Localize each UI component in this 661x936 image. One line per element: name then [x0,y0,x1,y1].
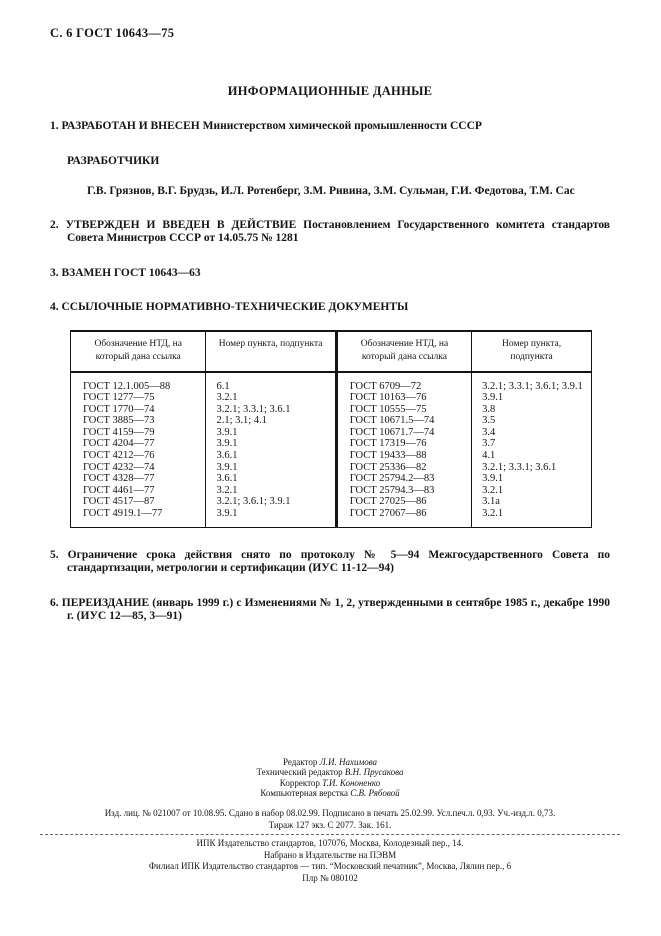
credit-line-technical-editor [50,767,610,778]
credit-role: Компьютерная верстка [260,788,348,799]
table-row [71,404,592,416]
table-row [71,508,592,527]
imprint-print-run-line: Тираж 127 экз. С 2077. Зак. 161. [268,819,392,830]
clause-cell: 3.2.1 [482,484,504,496]
clause-cell: 3.9.1 [206,427,336,439]
developers-names: Г.В. Грязнов, В.Г. Брудзь, И.Л. Ротенберг, З.М. Ривина, З.М. Сульман, Г.И. Федотова, Т.М. Сас [87,184,575,197]
clause-cell: 3.1а [482,496,500,508]
reference-table-header [71,331,592,372]
credit-role: Технический редактор [256,767,343,778]
gost-ref-cell: ГОСТ 25336—82 [336,462,471,474]
item-6 [50,597,610,624]
gost-ref-cell: ГОСТ 17319—76 [336,438,471,450]
clause-cell: 3.2.1; 3.3.1; 3.6.1 [206,404,336,416]
clause-cell: 2.1; 3.1; 4.1 [206,415,336,427]
item-2 [50,219,610,246]
table-row [71,392,592,404]
column-header-ntd-right: Обозначение НТД, на который дана ссылка [336,331,471,372]
clause-cell: 3.2.1 [482,508,504,520]
gost-ref-cell: ГОСТ 4461—77 [71,485,206,497]
gost-ref-cell: ГОСТ 1770—74 [71,404,206,416]
credits-block [50,757,610,799]
page-title: ИНФОРМАЦИОННЫЕ ДАННЫЕ [227,84,433,98]
gost-ref-cell: ГОСТ 10163—76 [336,392,471,404]
table-row [71,462,592,474]
gost-ref-cell: ГОСТ 1277—75 [71,392,206,404]
gost-ref-cell: ГОСТ 19433—88 [336,450,471,462]
credit-name: С.В. Рябовой [350,788,400,799]
item-number: 6. [50,596,59,609]
item-text: ПЕРЕИЗДАНИЕ (январь 1999 г.) с Изменениями № 1, 2, утвержденными в сентябре 1985 г., декабре 1990 г. (ИУС 12—85, 3—91) [61,596,611,623]
gost-ref-cell: ГОСТ 4328—77 [71,473,206,485]
gost-ref-cell: ГОСТ 25794.2—83 [336,473,471,485]
credit-name: Т.И. Кононенко [322,777,381,788]
clause-cell: 3.2.1 [206,485,336,497]
table-row [71,450,592,462]
clause-cell: 3.9.1 [206,508,336,527]
clause-cell: 3.2.1; 3.6.1; 3.9.1 [206,496,336,508]
table-row [71,415,592,427]
item-number: 1. [50,120,59,132]
table-row [71,427,592,439]
credit-name: Л.И. Нахимова [319,756,378,767]
table-row [71,473,592,485]
clause-cell: 3.2.1 [206,392,336,404]
imprint-license-line: Изд. лиц. № 021007 от 10.08.95. Сдано в набор 08.02.99. Подписано в печать 25.02.99. Усл.печ.л. 0,93. Уч.-изд.л. 0,73. [104,808,556,818]
column-header-clause-left: Номер пункта, подпункта [206,331,336,372]
table-row [71,438,592,450]
gost-ref-cell: ГОСТ 4212—76 [71,450,206,462]
imprint-printer-line: Филиал ИПК Издательство стандартов — тип. “Московский печатник”, Москва, Лялин пер., 6 [148,861,512,872]
clause-cell: 3.2.1; 3.3.1; 3.6.1 [482,461,557,473]
gost-ref-cell: ГОСТ 10555—75 [336,404,471,416]
table-row [71,496,592,508]
table-header-row [71,331,592,372]
item-text: РАЗРАБОТАН И ВНЕСЕН Министерством химической промышленности СССР [61,120,482,132]
column-header-clause-right: Номер пункта, подпункта [472,331,592,372]
gost-ref-cell: ГОСТ 4232—74 [71,462,206,474]
item-text: ССЫЛОЧНЫЕ НОРМАТИВНО-ТЕХНИЧЕСКИЕ ДОКУМЕНТЫ [61,301,409,313]
table-row [71,372,592,393]
gost-ref-cell: ГОСТ 4919.1—77 [71,508,206,527]
gost-ref-cell: ГОСТ 3885—73 [71,415,206,427]
credit-role: Корректор [279,777,320,788]
clause-cell: 3.6.1 [206,473,336,485]
credit-line-proofreader [50,778,610,789]
clause-cell: 3.2.1; 3.3.1; 3.6.1; 3.9.1 [482,380,583,392]
imprint-plr-line: Плр № 080102 [302,872,358,883]
credit-line-editor [50,757,610,768]
gost-ref-cell: ГОСТ 6709—72 [336,372,471,393]
gost-ref-cell: ГОСТ 4159—79 [71,427,206,439]
item-number: 2. [50,218,59,231]
item-text: УТВЕРЖДЕН И ВВЕДЕН В ДЕЙСТВИЕ Постановлением Государственного комитета стандартов Совета Министров СССР от 14.05.75 № 1281 [65,218,610,244]
gost-ref-cell: ГОСТ 27025—86 [336,496,471,508]
item-number: 4. [50,301,59,313]
credit-role: Редактор [282,756,318,767]
developers-heading: РАЗРАБОТЧИКИ [67,154,160,167]
gost-ref-cell: ГОСТ 25794.3—83 [336,485,471,497]
clause-cell: 3.9.1 [482,392,504,404]
item-3 [50,267,610,281]
imprint-block [50,808,610,885]
item-number: 3. [50,266,59,279]
clause-cell: 3.8 [482,403,496,415]
clause-cell: 3.6.1 [206,450,336,462]
clause-cell: 3.4 [482,426,496,438]
reference-table-body [71,372,592,528]
gost-ref-cell: ГОСТ 4204—77 [71,438,206,450]
gost-ref-cell: ГОСТ 4517—87 [71,496,206,508]
imprint-typeset-line: Набрано в Издательстве на ПЭВМ [263,849,397,860]
table-row [71,485,592,497]
clause-cell: 6.1 [206,372,336,393]
clause-cell: 3.9.1 [482,473,504,485]
gost-ref-cell: ГОСТ 10671.7—74 [336,427,471,439]
credit-line-layout [50,788,610,799]
imprint-publisher-line: ИПК Издательство стандартов, 107076, Москва, Колодезный пер., 14. [196,838,464,849]
clause-cell: 3.5 [482,415,496,427]
item-5 [50,549,610,576]
item-text: ВЗАМЕН ГОСТ 10643—63 [61,266,201,279]
clause-cell: 3.9.1 [206,462,336,474]
credit-name: В.Н. Прусакова [344,767,404,778]
item-1 [50,120,610,134]
column-header-ntd-left: Обозначение НТД, на который дана ссылка [71,331,206,372]
item-number: 5. [50,548,59,561]
dashed-divider [40,834,620,835]
reference-table [70,330,592,528]
clause-cell: 4.1 [482,450,496,462]
gost-ref-cell: ГОСТ 12.1.005—88 [71,372,206,393]
item-text: Ограничение срока действия снято по протоколу № 5—94 Межгосударственного Совета по стандартизации, метрологии и сертификации (ИУС 11-12—94) [67,548,610,575]
clause-cell: 3.7 [482,438,496,450]
item-4 [50,301,610,315]
clause-cell: 3.9.1 [206,438,336,450]
page-header: С. 6 ГОСТ 10643—75 [50,26,175,40]
gost-ref-cell: ГОСТ 27067—86 [336,508,471,527]
gost-ref-cell: ГОСТ 10671.5—74 [336,415,471,427]
